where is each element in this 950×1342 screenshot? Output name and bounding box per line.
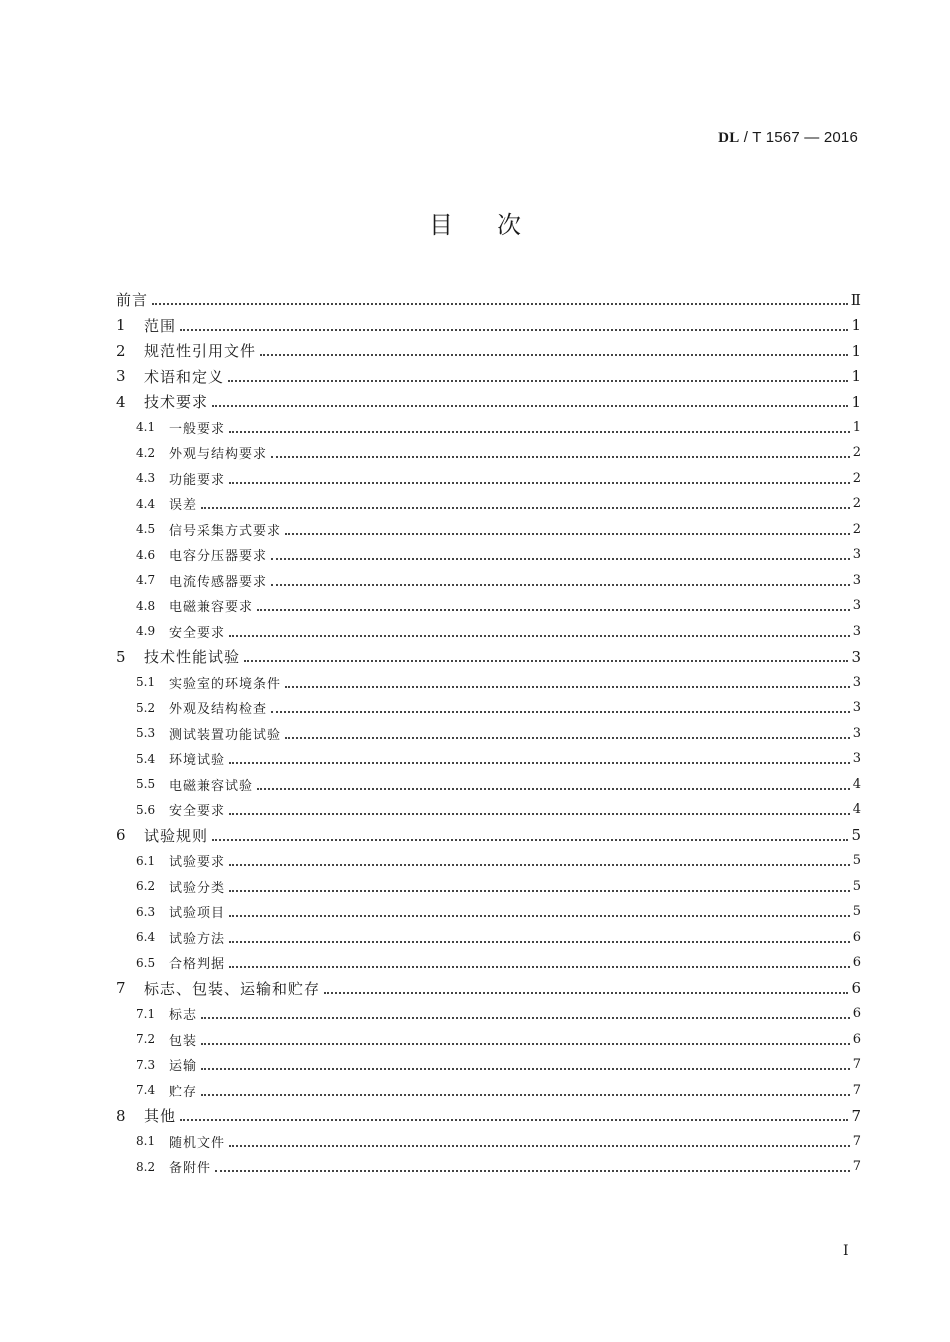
toc-entry-label: 实验室的环境条件	[169, 676, 282, 692]
toc-entry-number: 7	[116, 979, 126, 998]
toc-leader-dots	[229, 965, 850, 968]
toc-entry[interactable]	[116, 1129, 861, 1155]
toc-entry[interactable]	[116, 950, 861, 976]
toc-entry-page: 1	[851, 392, 861, 411]
toc-leader-dots	[285, 532, 850, 535]
toc-entry-label: 前言	[116, 291, 149, 310]
toc-entry-label: 误差	[169, 498, 198, 514]
toc-leader-dots	[260, 353, 848, 356]
toc-entry-page: 1	[851, 367, 861, 386]
toc-entry-number: 6.3	[136, 904, 156, 919]
toc-entry-number: 6.5	[136, 955, 156, 970]
toc-entry-number: 6	[116, 826, 126, 845]
toc-entry-page: 7	[852, 1159, 861, 1175]
toc-entry[interactable]	[116, 823, 861, 849]
toc-entry[interactable]	[116, 619, 861, 645]
toc-entry-label: 电磁兼容试验	[169, 778, 254, 794]
toc-entry[interactable]	[116, 364, 861, 390]
toc-entry-label: 试验规则	[144, 826, 209, 845]
toc-leader-dots	[285, 685, 850, 688]
toc-leader-dots	[229, 761, 850, 764]
toc-leader-dots	[229, 812, 850, 815]
page-title: 目次	[429, 211, 565, 239]
toc-entry[interactable]	[116, 670, 861, 696]
toc-entry[interactable]	[116, 772, 861, 798]
toc-entry-label: 贮存	[169, 1084, 198, 1100]
page-number: I	[843, 1243, 849, 1259]
toc-entry-label: 随机文件	[169, 1135, 226, 1151]
toc-entry-page: 1	[851, 341, 861, 360]
toc-entry-number: 5.5	[136, 777, 156, 792]
toc-entry-page: 6	[852, 955, 861, 971]
toc-entry-label: 技术要求	[144, 393, 209, 412]
toc-entry-number: 5.6	[136, 802, 156, 817]
toc-leader-dots	[257, 787, 850, 790]
toc-entry-number: 5.3	[136, 726, 156, 741]
toc-leader-dots	[215, 1169, 850, 1172]
toc-leader-dots	[212, 404, 848, 407]
toc-entry-label: 技术性能试验	[144, 648, 241, 667]
toc-entry-number: 5.4	[136, 751, 156, 766]
toc-entry[interactable]	[116, 746, 861, 772]
document-code	[718, 129, 858, 147]
toc-leader-dots	[257, 608, 850, 611]
table-of-contents	[116, 287, 861, 1180]
toc-entry-label: 信号采集方式要求	[169, 523, 282, 539]
toc-entry[interactable]	[116, 976, 861, 1002]
toc-leader-dots	[180, 1118, 848, 1121]
toc-entry-label: 一般要求	[169, 421, 226, 437]
toc-leader-dots	[271, 557, 850, 560]
toc-entry-page: 3	[851, 647, 861, 666]
toc-entry[interactable]	[116, 925, 861, 951]
toc-entry-label: 标志	[169, 1008, 198, 1024]
toc-entry-page: 4	[852, 802, 861, 818]
toc-entry-page: 3	[852, 572, 861, 588]
toc-entry-label: 合格判据	[169, 957, 226, 973]
document-code-number: / T 1567 — 2016	[743, 129, 858, 146]
toc-leader-dots	[229, 430, 850, 433]
toc-entry-label: 功能要求	[169, 472, 226, 488]
toc-entry-number: 4.9	[136, 624, 156, 639]
toc-entry[interactable]	[116, 338, 861, 364]
toc-entry-number: 6.4	[136, 930, 156, 945]
toc-entry-number: 1	[116, 316, 126, 335]
toc-entry-label: 规范性引用文件	[144, 342, 257, 361]
toc-entry-label: 安全要求	[169, 804, 226, 820]
toc-leader-dots	[201, 1093, 850, 1096]
toc-entry-label: 其他	[144, 1107, 177, 1126]
toc-leader-dots	[271, 455, 850, 458]
toc-leader-dots	[229, 863, 850, 866]
toc-entry-label: 试验项目	[169, 906, 226, 922]
toc-entry-page: Ⅱ	[850, 290, 861, 309]
toc-entry-page: 3	[852, 674, 861, 690]
toc-entry-label: 术语和定义	[144, 367, 225, 386]
toc-leader-dots	[201, 1016, 850, 1019]
toc-entry[interactable]	[116, 644, 861, 670]
toc-entry-page: 5	[852, 853, 861, 869]
toc-entry-page: 5	[852, 878, 861, 894]
toc-entry-page: 3	[852, 598, 861, 614]
toc-entry-number: 5.1	[136, 675, 156, 690]
toc-entry-number: 4.6	[136, 547, 156, 562]
toc-entry-page: 6	[852, 1006, 861, 1022]
toc-entry[interactable]	[116, 517, 861, 543]
toc-entry-label: 范围	[144, 316, 177, 335]
toc-entry-page: 6	[852, 1031, 861, 1047]
toc-entry-label: 运输	[169, 1059, 198, 1075]
toc-entry-number: 5.2	[136, 700, 156, 715]
toc-entry-number: 6.1	[136, 853, 156, 868]
toc-leader-dots	[229, 940, 850, 943]
toc-entry-label: 外观与结构要求	[169, 447, 268, 463]
toc-entry-page: 7	[852, 1057, 861, 1073]
toc-entry[interactable]	[116, 848, 861, 874]
toc-entry-page: 7	[852, 1133, 861, 1149]
toc-entry-page: 3	[852, 700, 861, 716]
toc-entry[interactable]	[116, 389, 861, 415]
toc-leader-dots	[201, 506, 850, 509]
toc-entry-label: 测试装置功能试验	[169, 727, 282, 743]
toc-entry-label: 试验要求	[169, 855, 226, 871]
toc-entry-number: 8	[116, 1106, 126, 1125]
toc-entry[interactable]	[116, 313, 861, 339]
toc-leader-dots	[229, 914, 850, 917]
toc-entry[interactable]	[116, 1078, 861, 1104]
toc-leader-dots	[229, 889, 850, 892]
toc-entry[interactable]	[116, 1001, 861, 1027]
toc-entry-number: 4.2	[136, 445, 156, 460]
toc-entry-page: 3	[852, 547, 861, 563]
toc-entry-number: 4.7	[136, 573, 156, 588]
toc-entry-number: 8.1	[136, 1134, 156, 1149]
toc-entry-page: 7	[852, 1082, 861, 1098]
toc-entry-number: 7.3	[136, 1057, 156, 1072]
toc-entry-page: 1	[851, 316, 861, 335]
toc-entry[interactable]	[116, 797, 861, 823]
toc-entry-number: 4	[116, 392, 126, 411]
toc-entry[interactable]	[116, 1027, 861, 1053]
toc-entry-label: 电容分压器要求	[169, 549, 268, 565]
toc-entry-number: 4.4	[136, 496, 156, 511]
toc-leader-dots	[228, 379, 848, 382]
toc-entry[interactable]	[116, 466, 861, 492]
toc-entry[interactable]	[116, 1052, 861, 1078]
toc-entry[interactable]	[116, 721, 861, 747]
toc-entry-page: 3	[852, 725, 861, 741]
toc-entry-page: 2	[852, 521, 861, 537]
toc-entry-page: 1	[852, 419, 861, 435]
document-code-prefix: DL	[718, 130, 740, 146]
toc-entry-page: 3	[852, 751, 861, 767]
toc-leader-dots	[244, 659, 848, 662]
toc-entry-page: 2	[852, 470, 861, 486]
toc-entry-number: 4.3	[136, 471, 156, 486]
toc-entry[interactable]	[116, 874, 861, 900]
toc-entry-page: 3	[852, 623, 861, 639]
toc-entry[interactable]	[116, 899, 861, 925]
toc-entry[interactable]	[116, 593, 861, 619]
toc-entry-page: 5	[852, 904, 861, 920]
toc-entry-number: 4.5	[136, 522, 156, 537]
toc-entry[interactable]	[116, 695, 861, 721]
toc-leader-dots	[229, 634, 850, 637]
toc-entry-number: 4.1	[136, 420, 156, 435]
toc-entry[interactable]	[116, 491, 861, 517]
toc-leader-dots	[285, 736, 850, 739]
toc-entry[interactable]	[116, 1154, 861, 1180]
toc-entry-page: 5	[851, 826, 861, 845]
toc-entry-label: 安全要求	[169, 625, 226, 641]
toc-leader-dots	[212, 838, 848, 841]
toc-leader-dots	[271, 710, 850, 713]
toc-leader-dots	[152, 302, 848, 305]
toc-entry-page: 4	[852, 776, 861, 792]
toc-entry-label: 标志、包装、运输和贮存	[144, 979, 321, 998]
toc-entry-label: 电磁兼容要求	[169, 600, 254, 616]
toc-entry-label: 包装	[169, 1033, 198, 1049]
toc-entry[interactable]	[116, 287, 861, 313]
toc-entry-number: 8.2	[136, 1159, 156, 1174]
toc-entry-label: 试验方法	[169, 931, 226, 947]
toc-entry-label: 电流传感器要求	[169, 574, 268, 590]
toc-leader-dots	[201, 1042, 850, 1045]
toc-entry[interactable]	[116, 1103, 861, 1129]
toc-entry-label: 外观及结构检查	[169, 702, 268, 718]
toc-entry-label: 试验分类	[169, 880, 226, 896]
toc-entry[interactable]	[116, 568, 861, 594]
toc-entry-page: 7	[851, 1106, 861, 1125]
toc-entry-page: 2	[852, 445, 861, 461]
toc-entry-label: 环境试验	[169, 753, 226, 769]
toc-leader-dots	[324, 991, 848, 994]
toc-entry[interactable]	[116, 542, 861, 568]
toc-leader-dots	[229, 481, 850, 484]
toc-entry-page: 2	[852, 496, 861, 512]
toc-entry-number: 3	[116, 367, 126, 386]
toc-entry-number: 2	[116, 341, 126, 360]
toc-leader-dots	[180, 328, 848, 331]
toc-leader-dots	[229, 1144, 850, 1147]
toc-entry-number: 7.4	[136, 1083, 156, 1098]
toc-entry-page: 6	[852, 929, 861, 945]
toc-entry[interactable]	[116, 440, 861, 466]
toc-entry-number: 6.2	[136, 879, 156, 894]
toc-entry-number: 4.8	[136, 598, 156, 613]
toc-entry[interactable]	[116, 415, 861, 441]
toc-entry-label: 备附件	[169, 1161, 212, 1177]
toc-leader-dots	[271, 583, 850, 586]
toc-entry-number: 7.2	[136, 1032, 156, 1047]
toc-entry-number: 7.1	[136, 1006, 156, 1021]
toc-entry-page: 6	[851, 979, 861, 998]
toc-entry-number: 5	[116, 647, 126, 666]
toc-leader-dots	[201, 1067, 850, 1070]
